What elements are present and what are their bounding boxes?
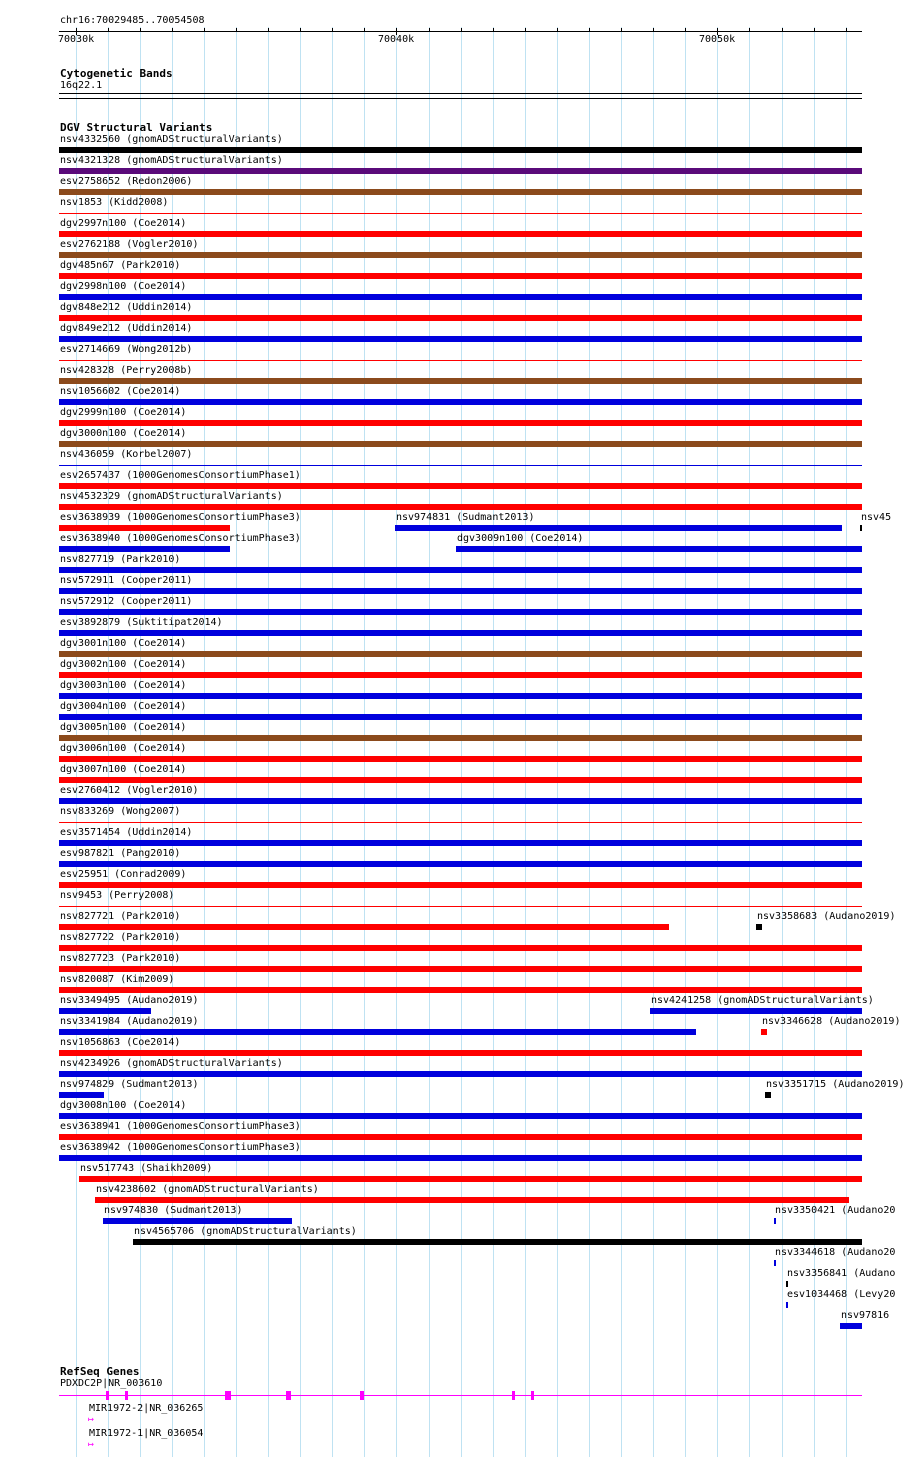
gene-exon[interactable] <box>512 1391 515 1400</box>
gene-exon[interactable] <box>125 1391 128 1400</box>
variant-label[interactable]: esv3638939 (1000GenomesConsortiumPhase3) <box>60 512 301 523</box>
ruler-tick-label: 70040k <box>378 34 415 45</box>
variant-bar[interactable] <box>103 1218 292 1224</box>
variant-bar[interactable] <box>59 147 862 153</box>
gene-label[interactable]: PDXDC2P|NR_003610 <box>60 1378 163 1389</box>
variant-label[interactable]: esv3571454 (Uddin2014) <box>60 827 193 838</box>
variant-label[interactable]: nsv3349495 (Audano2019) <box>60 995 199 1006</box>
variant-bar[interactable] <box>59 420 862 426</box>
ruler-minor-tick <box>108 28 109 31</box>
variant-label[interactable]: esv1034468 (Levy20 <box>787 1289 896 1300</box>
variant-bar[interactable] <box>774 1260 776 1266</box>
refseq-track-title: RefSeq Genes <box>60 1365 140 1378</box>
ruler-minor-tick <box>749 28 750 31</box>
variant-bar[interactable] <box>59 609 862 615</box>
variant-bar[interactable] <box>456 546 862 552</box>
variant-bar[interactable] <box>59 924 669 930</box>
variant-label[interactable]: nsv572911 (Cooper2011) <box>60 575 193 586</box>
cytoband-line-bottom <box>59 98 862 99</box>
variant-label[interactable]: esv2762188 (Vogler2010) <box>60 239 199 250</box>
variant-bar[interactable] <box>860 525 862 531</box>
variant-bar[interactable] <box>756 924 762 930</box>
variant-label[interactable]: dgv3001n100 (Coe2014) <box>60 638 187 649</box>
variant-label[interactable]: nsv1056602 (Coe2014) <box>60 386 181 397</box>
variant-bar[interactable] <box>59 987 862 993</box>
variant-bar[interactable] <box>59 1113 862 1119</box>
ruler-minor-tick <box>525 28 526 31</box>
variant-bar[interactable] <box>79 1176 862 1182</box>
variant-bar[interactable] <box>59 399 862 405</box>
gene-strand-arrow-icon[interactable]: ↦ <box>88 1414 95 1425</box>
variant-bar[interactable] <box>59 840 862 846</box>
variant-label[interactable]: nsv4332560 (gnomADStructuralVariants) <box>60 134 283 145</box>
variant-bar[interactable] <box>59 756 862 762</box>
variant-bar[interactable] <box>95 1197 849 1203</box>
variant-label[interactable]: nsv833269 (Wong2007) <box>60 806 181 817</box>
variant-label[interactable]: dgv3002n100 (Coe2014) <box>60 659 187 670</box>
variant-label[interactable]: esv3892879 (Suktitipat2014) <box>60 617 223 628</box>
variant-label[interactable]: nsv4532329 (gnomADStructuralVariants) <box>60 491 283 502</box>
gene-exon[interactable] <box>106 1391 109 1400</box>
variant-bar[interactable] <box>59 861 862 867</box>
variant-bar[interactable] <box>840 1323 862 1329</box>
ruler-line <box>59 31 862 32</box>
variant-bar[interactable] <box>59 798 862 804</box>
ruler-minor-tick <box>685 28 686 31</box>
variant-bar[interactable] <box>395 525 842 531</box>
gene-exon[interactable] <box>360 1391 364 1400</box>
variant-label[interactable]: nsv974831 (Sudmant2013) <box>396 512 535 523</box>
variant-bar[interactable] <box>774 1218 776 1224</box>
variant-bar[interactable] <box>59 945 862 951</box>
variant-label[interactable]: nsv436059 (Korbel2007) <box>60 449 193 460</box>
variant-bar[interactable] <box>59 252 862 258</box>
variant-label[interactable]: esv3638942 (1000GenomesConsortiumPhase3) <box>60 1142 301 1153</box>
variant-bar[interactable] <box>786 1302 788 1308</box>
variant-bar[interactable] <box>59 693 862 699</box>
variant-label[interactable]: esv987821 (Pang2010) <box>60 848 181 859</box>
variant-label[interactable]: nsv827719 (Park2010) <box>60 554 181 565</box>
variant-label[interactable]: esv2760412 (Vogler2010) <box>60 785 199 796</box>
variant-label[interactable]: nsv9453 (Perry2008) <box>60 890 175 901</box>
ruler-minor-tick <box>589 28 590 31</box>
variant-bar[interactable] <box>59 273 862 279</box>
ruler-minor-tick <box>493 28 494 31</box>
variant-label[interactable]: esv25951 (Conrad2009) <box>60 869 187 880</box>
ruler-tick-label: 70050k <box>699 34 736 45</box>
variant-label[interactable]: nsv3358683 (Audano2019) <box>757 911 896 922</box>
ruler-minor-tick <box>429 28 430 31</box>
ruler-minor-tick <box>140 28 141 31</box>
ruler-minor-tick <box>557 28 558 31</box>
variant-label[interactable]: nsv3356841 (Audano <box>787 1268 896 1279</box>
variant-label[interactable]: dgv3003n100 (Coe2014) <box>60 680 187 691</box>
gene-exon[interactable] <box>286 1391 291 1400</box>
variant-label[interactable]: nsv4234926 (gnomADStructuralVariants) <box>60 1058 283 1069</box>
variant-bar[interactable] <box>59 1050 862 1056</box>
variant-label[interactable]: dgv849e212 (Uddin2014) <box>60 323 193 334</box>
variant-bar[interactable] <box>59 822 862 823</box>
variant-bar[interactable] <box>59 630 862 636</box>
variant-bar[interactable] <box>59 1155 862 1161</box>
variant-bar[interactable] <box>59 315 862 321</box>
variant-bar[interactable] <box>59 1092 104 1098</box>
variant-bar[interactable] <box>59 336 862 342</box>
variant-bar[interactable] <box>59 504 862 510</box>
ruler-minor-tick <box>364 28 365 31</box>
ruler-minor-tick <box>621 28 622 31</box>
gene-label[interactable]: MIR1972-2|NR_036265 <box>89 1403 204 1414</box>
variant-label[interactable]: nsv827723 (Park2010) <box>60 953 181 964</box>
variant-bar[interactable] <box>59 546 230 552</box>
variant-label[interactable]: nsv4321328 (gnomADStructuralVariants) <box>60 155 283 166</box>
variant-label[interactable]: nsv3351715 (Audano2019) <box>766 1079 904 1090</box>
variant-bar[interactable] <box>786 1281 788 1287</box>
variant-bar[interactable] <box>59 672 862 678</box>
cytoband-label: 16q22.1 <box>60 80 103 91</box>
variant-bar[interactable] <box>59 1071 862 1077</box>
variant-label[interactable]: dgv2999n100 (Coe2014) <box>60 407 187 418</box>
variant-bar[interactable] <box>59 567 862 573</box>
variant-bar[interactable] <box>59 588 862 594</box>
variant-bar[interactable] <box>59 714 862 720</box>
variant-bar[interactable] <box>59 231 862 237</box>
variant-label[interactable]: dgv3000n100 (Coe2014) <box>60 428 187 439</box>
variant-label[interactable]: nsv4238602 (gnomADStructuralVariants) <box>96 1184 319 1195</box>
cytoband-line-top <box>59 93 862 94</box>
variant-label[interactable]: nsv827722 (Park2010) <box>60 932 181 943</box>
ruler-minor-tick <box>461 28 462 31</box>
ruler-minor-tick <box>814 28 815 31</box>
ruler-minor-tick <box>846 28 847 31</box>
variant-label[interactable]: nsv3341984 (Audano2019) <box>60 1016 199 1027</box>
variant-bar[interactable] <box>650 1008 862 1014</box>
variant-label[interactable]: nsv1853 (Kidd2008) <box>60 197 169 208</box>
variant-label[interactable]: nsv97816 <box>841 1310 890 1321</box>
gene-exon[interactable] <box>225 1391 231 1400</box>
variant-bar[interactable] <box>59 360 862 361</box>
variant-bar[interactable] <box>59 189 862 195</box>
variant-bar[interactable] <box>59 294 862 300</box>
variant-label[interactable]: dgv3009n100 (Coe2014) <box>457 533 584 544</box>
ruler-minor-tick <box>172 28 173 31</box>
variant-label[interactable]: esv2758652 (Redon2006) <box>60 176 193 187</box>
variant-label[interactable]: nsv827721 (Park2010) <box>60 911 181 922</box>
ruler-minor-tick <box>204 28 205 31</box>
variant-bar[interactable] <box>59 906 862 907</box>
ruler-minor-tick <box>268 28 269 31</box>
variant-label[interactable]: dgv2998n100 (Coe2014) <box>60 281 187 292</box>
variant-label[interactable]: nsv1056863 (Coe2014) <box>60 1037 181 1048</box>
variant-label[interactable]: nsv974829 (Sudmant2013) <box>60 1079 199 1090</box>
variant-bar[interactable] <box>59 882 862 888</box>
variant-label[interactable]: dgv3004n100 (Coe2014) <box>60 701 187 712</box>
variant-label[interactable]: dgv3006n100 (Coe2014) <box>60 743 187 754</box>
variant-bar[interactable] <box>59 1134 862 1140</box>
gene-intron-line[interactable] <box>59 1395 862 1396</box>
variant-label[interactable]: esv3638941 (1000GenomesConsortiumPhase3) <box>60 1121 301 1132</box>
variant-label[interactable]: dgv3005n100 (Coe2014) <box>60 722 187 733</box>
variant-label[interactable]: dgv3008n100 (Coe2014) <box>60 1100 187 1111</box>
variant-label[interactable]: nsv4241258 (gnomADStructuralVariants) <box>651 995 874 1006</box>
variant-bar[interactable] <box>59 378 862 384</box>
variant-bar[interactable] <box>765 1092 771 1098</box>
variant-label[interactable]: nsv428328 (Perry2008b) <box>60 365 193 376</box>
variant-label[interactable]: dgv2997n100 (Coe2014) <box>60 218 187 229</box>
variant-bar[interactable] <box>59 1029 696 1035</box>
variant-bar[interactable] <box>59 168 862 174</box>
variant-bar[interactable] <box>59 525 230 531</box>
variant-bar[interactable] <box>761 1029 767 1035</box>
variant-label[interactable]: nsv3344618 (Audano20 <box>775 1247 896 1258</box>
ruler-minor-tick <box>782 28 783 31</box>
variant-label[interactable]: dgv848e212 (Uddin2014) <box>60 302 193 313</box>
cytoband-track-title: Cytogenetic Bands <box>60 67 173 80</box>
variant-label[interactable]: nsv45 <box>861 512 892 523</box>
variant-bar[interactable] <box>59 777 862 783</box>
gene-exon[interactable] <box>531 1391 534 1400</box>
variant-label[interactable]: nsv572912 (Cooper2011) <box>60 596 193 607</box>
variant-label[interactable]: nsv517743 (Shaikh2009) <box>80 1163 213 1174</box>
variant-bar[interactable] <box>59 441 862 447</box>
variant-bar[interactable] <box>59 213 862 214</box>
variant-label[interactable]: nsv3346628 (Audano2019) <box>762 1016 901 1027</box>
variant-label[interactable]: esv2657437 (1000GenomesConsortiumPhase1) <box>60 470 301 481</box>
variant-label[interactable]: dgv3007n100 (Coe2014) <box>60 764 187 775</box>
gene-strand-arrow-icon[interactable]: ↦ <box>88 1439 95 1450</box>
variant-bar[interactable] <box>59 735 862 741</box>
variant-bar[interactable] <box>59 465 862 466</box>
variant-label[interactable]: esv2714669 (Wong2012b) <box>60 344 193 355</box>
gene-label[interactable]: MIR1972-1|NR_036054 <box>89 1428 204 1439</box>
variant-label[interactable]: nsv820087 (Kim2009) <box>60 974 175 985</box>
ruler-minor-tick <box>653 28 654 31</box>
ruler-minor-tick <box>236 28 237 31</box>
variant-label[interactable]: dgv485n67 (Park2010) <box>60 260 181 271</box>
variant-bar[interactable] <box>59 483 862 489</box>
ruler-minor-tick <box>300 28 301 31</box>
variant-label[interactable]: esv3638940 (1000GenomesConsortiumPhase3) <box>60 533 301 544</box>
variant-bar[interactable] <box>59 651 862 657</box>
location-label: chr16:70029485..70054508 <box>60 15 205 26</box>
variant-label[interactable]: nsv974830 (Sudmant2013) <box>104 1205 243 1216</box>
dgv-track-title: DGV Structural Variants <box>60 121 213 134</box>
variant-bar[interactable] <box>133 1239 862 1245</box>
ruler-tick-label: 70030k <box>58 34 95 45</box>
variant-label[interactable]: nsv3350421 (Audano20 <box>775 1205 896 1216</box>
ruler-minor-tick <box>332 28 333 31</box>
variant-bar[interactable] <box>59 966 862 972</box>
variant-label[interactable]: nsv4565706 (gnomADStructuralVariants) <box>134 1226 357 1237</box>
variant-bar[interactable] <box>59 1008 151 1014</box>
